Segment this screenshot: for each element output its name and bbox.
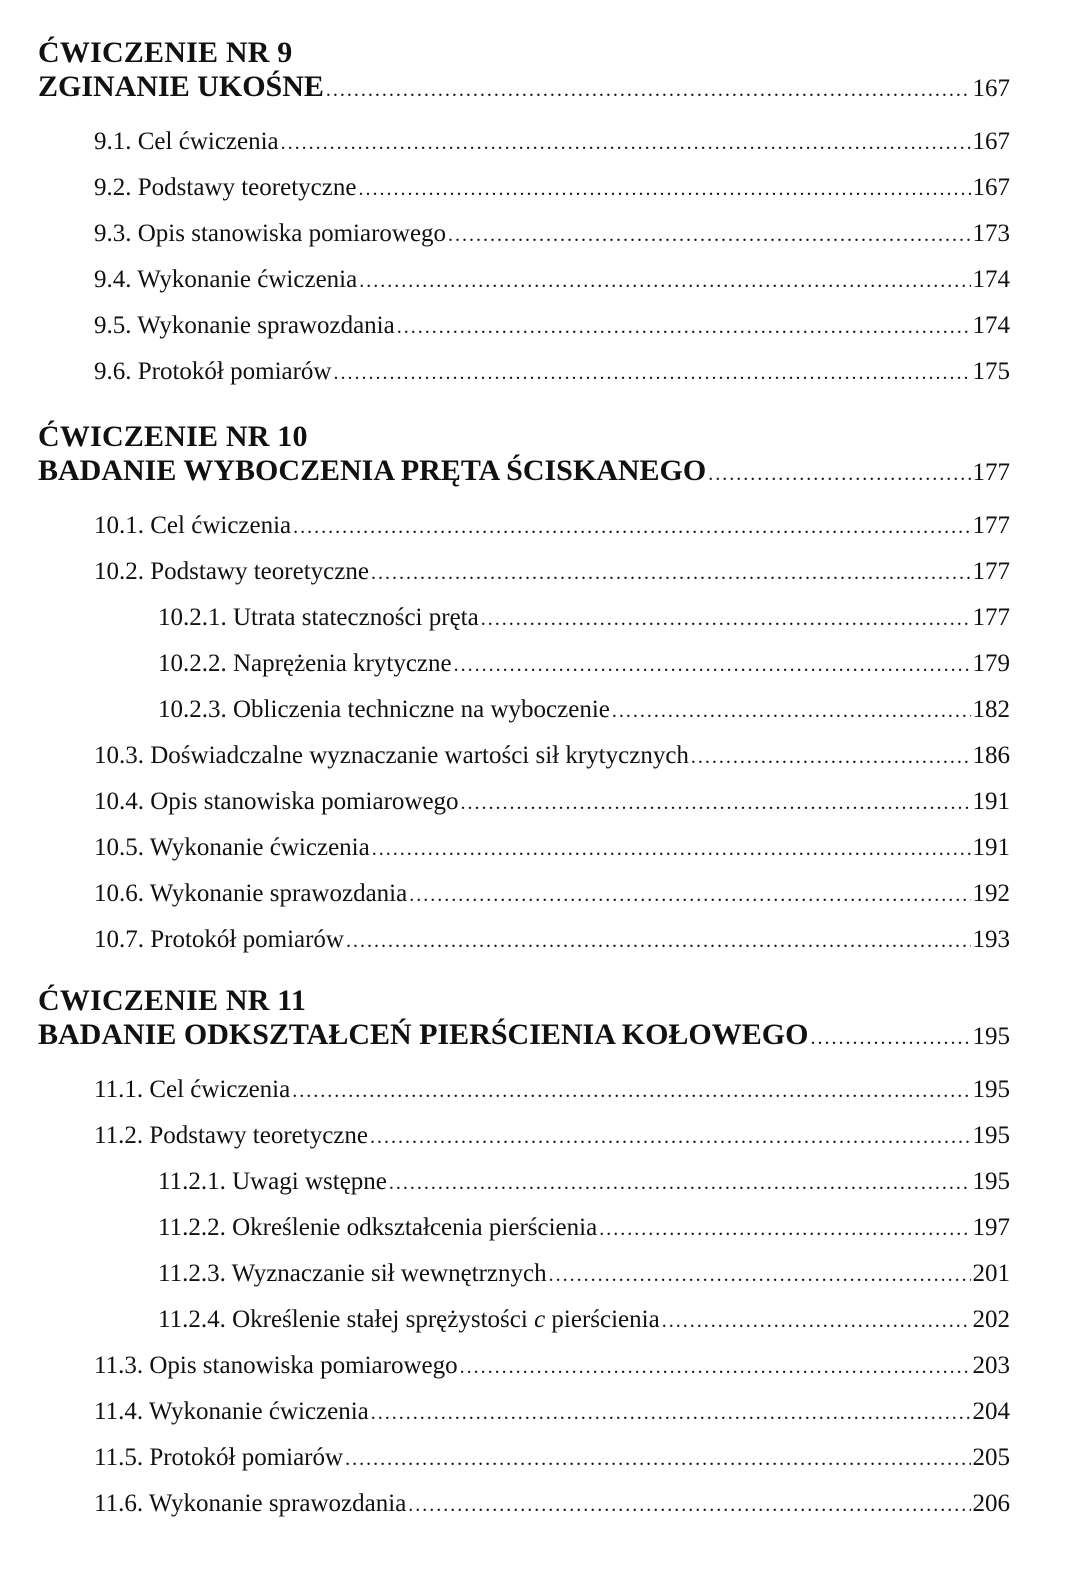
page-number: 173	[972, 220, 1010, 247]
dot-leader	[481, 596, 971, 642]
toc-entry[interactable]	[38, 1389, 1010, 1435]
toc-entry[interactable]	[38, 119, 1010, 165]
entry-title: 9.5. Wykonanie sprawozdania	[94, 312, 395, 339]
page-number: 177	[972, 459, 1010, 486]
dot-leader	[409, 872, 970, 918]
entry-title: 11.2. Podstawy teoretyczne	[94, 1122, 368, 1149]
toc-entry[interactable]	[38, 349, 1010, 395]
entry-title: 10.6. Wykonanie sprawozdania	[94, 880, 408, 907]
chapter-title: BADANIE ODKSZTAŁCEŃ PIERŚCIENIA KOŁOWEGO	[38, 1018, 809, 1051]
toc-subentry[interactable]	[38, 1297, 1010, 1343]
toc-entry[interactable]	[38, 1113, 1010, 1159]
entry-title: 9.3. Opis stanowiska pomiarowego	[94, 220, 447, 247]
toc-entry[interactable]	[38, 733, 1010, 779]
page-number: 203	[972, 1352, 1010, 1379]
entry-title: 10.2.2. Naprężenia krytyczne	[158, 650, 452, 677]
dot-leader	[346, 918, 971, 964]
page-number: 167	[972, 128, 1010, 155]
toc-entry[interactable]	[38, 917, 1010, 963]
entry-title: 11.2.1. Uwagi wstępne	[158, 1168, 387, 1195]
dot-leader	[612, 688, 971, 734]
toc-entry[interactable]	[38, 871, 1010, 917]
dot-leader	[372, 826, 971, 872]
entry-title: 9.1. Cel ćwiczenia	[94, 128, 279, 155]
page-number: 174	[972, 312, 1010, 339]
toc-entry[interactable]	[38, 1067, 1010, 1113]
chapter-title-row[interactable]	[38, 1018, 1010, 1055]
dot-leader	[810, 1021, 970, 1055]
page-number: 195	[972, 1076, 1010, 1103]
dot-leader	[345, 1436, 970, 1482]
dot-leader	[708, 457, 970, 491]
entry-title: 10.2.1. Utrata stateczności pręta	[158, 604, 479, 631]
toc-subentry[interactable]	[38, 1159, 1010, 1205]
toc-entry[interactable]	[38, 211, 1010, 257]
chapter-9	[38, 36, 1010, 395]
dot-leader	[281, 120, 971, 166]
page-number: 205	[972, 1444, 1010, 1471]
chapter-entries	[38, 1067, 1010, 1527]
dot-leader	[460, 1344, 971, 1390]
page-number: 193	[972, 926, 1010, 953]
chapter-title: ZGINANIE UKOŚNE	[38, 70, 324, 103]
toc-entry[interactable]	[38, 1481, 1010, 1527]
page-number: 191	[972, 788, 1010, 815]
page-number: 191	[972, 834, 1010, 861]
toc-subentry[interactable]	[38, 1251, 1010, 1297]
toc-subentry[interactable]	[38, 595, 1010, 641]
entry-title: 11.3. Opis stanowiska pomiarowego	[94, 1352, 458, 1379]
toc-subentry[interactable]	[38, 641, 1010, 687]
entry-title: 10.4. Opis stanowiska pomiarowego	[94, 788, 459, 815]
page-number: 195	[972, 1122, 1010, 1149]
page-number: 197	[972, 1214, 1010, 1241]
page-number: 167	[972, 174, 1010, 201]
dot-leader	[662, 1298, 971, 1344]
page-number: 177	[972, 512, 1010, 539]
toc-entry[interactable]	[38, 1343, 1010, 1389]
dot-leader	[358, 166, 970, 212]
entry-title: 10.2. Podstawy teoretyczne	[94, 558, 369, 585]
toc-entry[interactable]	[38, 503, 1010, 549]
dot-leader	[454, 642, 971, 688]
page-number: 179	[972, 650, 1010, 677]
chapter-entries	[38, 503, 1010, 963]
toc-entry[interactable]	[38, 779, 1010, 825]
chapter-title-row[interactable]	[38, 454, 1010, 491]
entry-title: 10.2.3. Obliczenia techniczne na wyboczenie	[158, 696, 610, 723]
page-number: 204	[972, 1398, 1010, 1425]
page-number: 174	[972, 266, 1010, 293]
page-number: 201	[972, 1260, 1010, 1287]
entry-title-part: pierścienia	[545, 1306, 660, 1333]
dot-leader	[359, 258, 970, 304]
entry-title: 11.4. Wykonanie ćwiczenia	[94, 1398, 369, 1425]
page-number: 167	[972, 75, 1010, 102]
chapter-label: ĆWICZENIE NR 10	[38, 420, 308, 453]
chapter-entries	[38, 119, 1010, 395]
toc-entry[interactable]	[38, 825, 1010, 871]
dot-leader	[370, 1114, 971, 1160]
page-number: 177	[972, 558, 1010, 585]
toc-entry[interactable]	[38, 165, 1010, 211]
entry-title-part: 11.2.4. Określenie stałej sprężystości	[158, 1306, 535, 1333]
page-number: 177	[972, 604, 1010, 631]
entry-title: 11.6. Wykonanie sprawozdania	[94, 1490, 407, 1517]
entry-title: 10.5. Wykonanie ćwiczenia	[94, 834, 370, 861]
entry-title: 10.3. Doświadczalne wyznaczanie wartości sił krytycznych	[94, 742, 689, 769]
entry-title-italic-part: c	[534, 1306, 546, 1333]
page-number: 195	[972, 1023, 1010, 1050]
page-number: 175	[972, 358, 1010, 385]
entry-title: 11.1. Cel ćwiczenia	[94, 1076, 291, 1103]
entry-title	[158, 1297, 660, 1343]
entry-title: 9.2. Podstawy teoretyczne	[94, 174, 357, 201]
dot-leader	[397, 304, 971, 350]
dot-leader	[371, 550, 971, 596]
dot-leader	[691, 734, 971, 780]
dot-leader	[599, 1206, 970, 1252]
chapter-title-row[interactable]	[38, 70, 1010, 107]
toc-subentry[interactable]	[38, 1205, 1010, 1251]
entry-title: 9.6. Protokół pomiarów	[94, 358, 332, 385]
entry-title: 11.2.2. Określenie odkształcenia pierścienia	[158, 1214, 598, 1241]
entry-title: 11.5. Protokół pomiarów	[94, 1444, 344, 1471]
page-number: 206	[972, 1490, 1010, 1517]
chapter-label: ĆWICZENIE NR 9	[38, 36, 293, 69]
page-number: 186	[972, 742, 1010, 769]
dot-leader	[334, 350, 971, 396]
page-number: 202	[972, 1306, 1010, 1333]
dot-leader	[326, 73, 971, 107]
entry-title: 11.2.3. Wyznaczanie sił wewnętrznych	[158, 1260, 547, 1287]
dot-leader	[448, 212, 970, 258]
dot-leader	[461, 780, 971, 826]
entry-title: 10.7. Protokół pomiarów	[94, 926, 344, 953]
toc-subentry[interactable]	[38, 687, 1010, 733]
chapter-11	[38, 984, 1010, 1527]
page-number: 195	[972, 1168, 1010, 1195]
dot-leader	[371, 1390, 971, 1436]
entry-title: 9.4. Wykonanie ćwiczenia	[94, 266, 358, 293]
page-number: 192	[972, 880, 1010, 907]
dot-leader	[549, 1252, 971, 1298]
dot-leader	[408, 1482, 970, 1528]
dot-leader	[292, 1068, 970, 1114]
chapter-title: BADANIE WYBOCZENIA PRĘTA ŚCISKANEGO	[38, 454, 707, 487]
toc-entry[interactable]	[38, 549, 1010, 595]
chapter-10	[38, 420, 1010, 963]
toc-entry[interactable]	[38, 1435, 1010, 1481]
toc-entry[interactable]	[38, 303, 1010, 349]
entry-title: 10.1. Cel ćwiczenia	[94, 512, 292, 539]
dot-leader	[293, 504, 970, 550]
page-number: 182	[972, 696, 1010, 723]
chapter-label: ĆWICZENIE NR 11	[38, 984, 307, 1017]
dot-leader	[389, 1160, 971, 1206]
toc-entry[interactable]	[38, 257, 1010, 303]
